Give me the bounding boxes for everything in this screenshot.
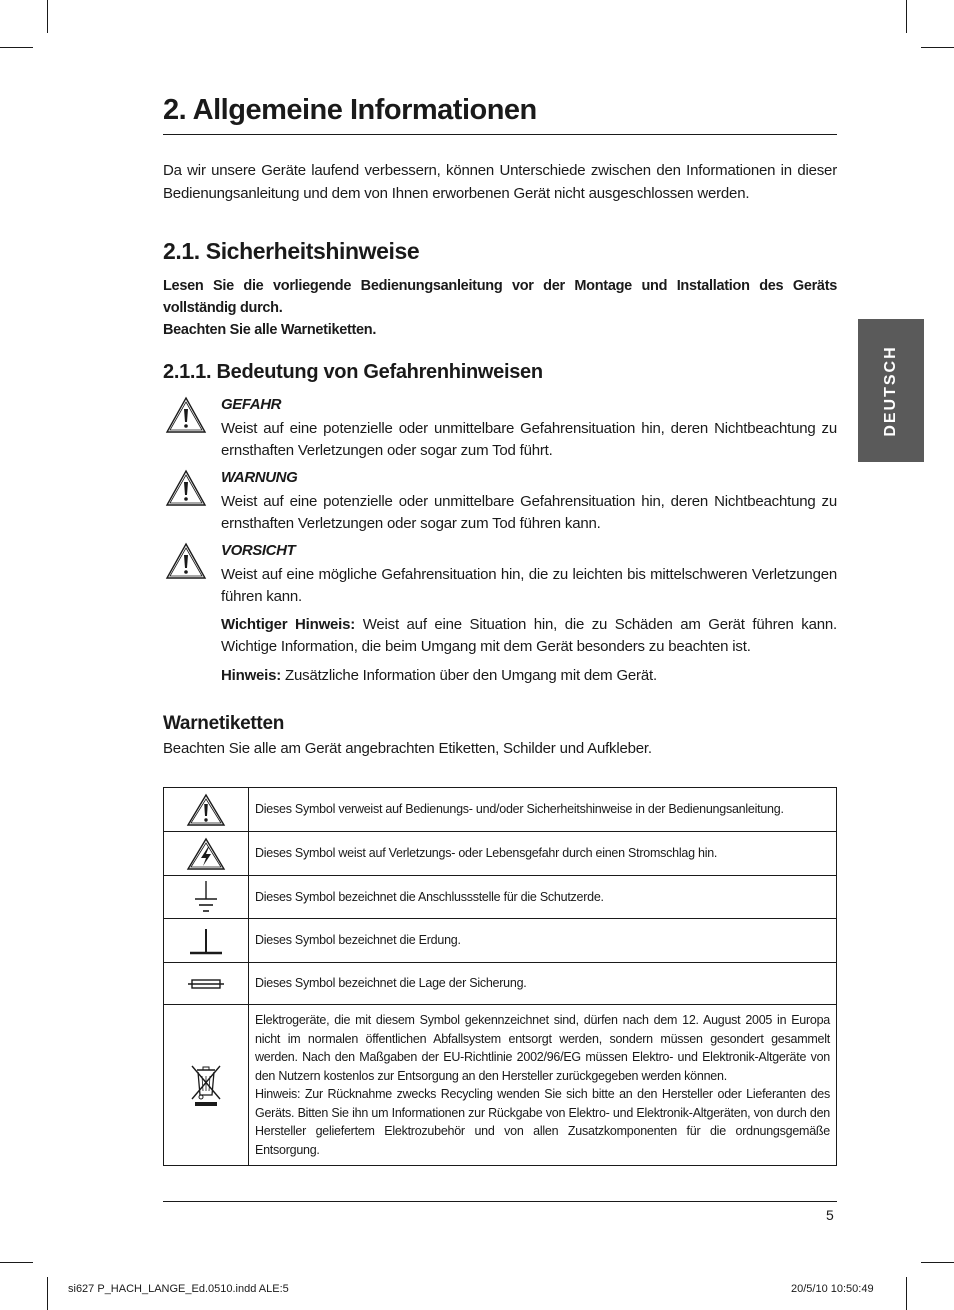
crop-mark [921, 1262, 954, 1263]
crop-mark [0, 47, 33, 48]
section-heading-warning-labels: Warnetiketten [163, 713, 285, 734]
symbol-table [163, 787, 837, 1166]
table-row [164, 832, 837, 876]
hazard-title-danger: GEFAHR [221, 396, 282, 413]
important-note [221, 614, 837, 658]
hazard-text-warning: Weist auf eine potenzielle oder unmittelbare Gefahrensituation hin, deren Nichtbeachtung zu ernsthaften Verletzungen oder sogar zum Tod führen kann. [221, 493, 837, 532]
language-tab-label: DEUTSCH [882, 344, 899, 437]
section-heading-safety: 2.1. Sicherheitshinweise [163, 238, 420, 264]
crop-mark [0, 1262, 33, 1263]
table-row [164, 963, 837, 1005]
hazard-title-caution: VORSICHT [221, 542, 296, 559]
crop-mark [47, 1277, 48, 1310]
symbol-description-note: Hinweis: Zur Rücknahme zwecks Recycling wenden Sie sich bitte an den Hersteller oder Lieferanten des Geräts. Bitten Sie ihn um Informationen zur Rückgabe von Elektro- und Elektronik-Altgeräten, von durch den Hersteller geliefertem Elektrozubehör und von allen Zusatzkomponenten für die ordnungsgemäße Entsorgung. [255, 1087, 830, 1157]
print-slug-date: 20/5/10 10:50:49 [791, 1283, 874, 1295]
table-row [164, 1005, 837, 1166]
general-note-label: Hinweis: [221, 667, 282, 684]
important-note-label: Wichtiger Hinweis: [221, 616, 356, 633]
intro-paragraph: Da wir unsere Geräte laufend verbessern, können Unterschiede zwischen den Informationen in dieser Bedienungsanleitung und dem von Ihnen erworbenen Gerät nicht ausgeschlossen werden. [163, 162, 837, 202]
symbol-description: Dieses Symbol bezeichnet die Lage der Sicherung. [249, 963, 837, 1005]
table-row [164, 876, 837, 919]
crop-mark [906, 1277, 907, 1310]
symbol-description: Dieses Symbol bezeichnet die Anschlussstelle für die Schutzerde. [249, 876, 837, 919]
crop-mark [906, 0, 907, 33]
page-title: 2. Allgemeine Informationen [163, 94, 537, 126]
read-manual-notice: Lesen Sie die vorliegende Bedienungsanleitung vor der Montage und Installation des Geräts vollständig durch. [163, 278, 837, 316]
section-heading-hazards: 2.1.1. Bedeutung von Gefahrenhinweisen [163, 361, 543, 383]
crop-mark [921, 47, 954, 48]
general-note [221, 665, 837, 687]
fuse-icon [186, 977, 226, 991]
protective-earth-icon [191, 879, 221, 915]
hazard-text-danger: Weist auf eine potenzielle oder unmittelbare Gefahrensituation hin, deren Nichtbeachtung zu ernsthaften Verletzungen oder sogar zum Tod führt. [221, 420, 837, 459]
footer-divider [163, 1201, 837, 1202]
table-row [164, 788, 837, 832]
warning-labels-intro: Beachten Sie alle am Gerät angebrachten Etiketten, Schilder und Aufkleber. [163, 740, 652, 757]
symbol-description: Dieses Symbol verweist auf Bedienungs- und/oder Sicherheitshinweise in der Bedienungsanleitung. [249, 788, 837, 832]
warning-triangle-icon [165, 542, 207, 580]
symbol-description: Dieses Symbol weist auf Verletzungs- oder Lebensgefahr durch einen Stromschlag hin. [249, 832, 837, 876]
title-divider [163, 134, 837, 135]
language-tab [858, 319, 924, 462]
electric-shock-icon [186, 837, 226, 871]
warning-triangle-icon [165, 469, 207, 507]
crop-mark [47, 0, 48, 33]
ground-icon [186, 925, 226, 957]
table-row [164, 919, 837, 963]
general-note-text: Zusätzliche Information über den Umgang mit dem Gerät. [281, 667, 657, 684]
hazard-text-caution: Weist auf eine mögliche Gefahrensituation hin, die zu leichten bis mittelschweren Verletzungen führen kann. [221, 566, 837, 605]
print-slug-file: si627 P_HACH_LANGE_Ed.0510.indd ALE:5 [68, 1283, 289, 1295]
important-note-text: Weist auf eine Situation hin, die zu Schäden am Gerät führen kann. Wichtige Information, die beim Umgang mit dem Gerät besonders zu beachten ist. [221, 616, 838, 655]
warning-triangle-icon [165, 396, 207, 434]
hazard-title-warning: WARNUNG [221, 469, 298, 486]
symbol-description: Dieses Symbol bezeichnet die Erdung. [249, 919, 837, 963]
weee-crossed-bin-icon [188, 1063, 224, 1107]
labels-notice: Beachten Sie alle Warnetiketten. [163, 322, 377, 338]
warning-triangle-icon [186, 793, 226, 827]
page-number: 5 [826, 1207, 834, 1223]
symbol-description: Elektrogeräte, die mit diesem Symbol gekennzeichnet sind, dürfen nach dem 12. August 2005 in Europa nicht im normalen öffentlichen Abfallsystem entsorgt werden, sondern müssen gesondert gesammelt werden. Nach den Maßgaben der EU-Richtlinie 2002/96/EG müssen Elektro- und Elektronik-Altgeräte von den Nutzern kostenlos zur Entsorgung an den Hersteller zurückgegeben werden können. [255, 1013, 830, 1083]
